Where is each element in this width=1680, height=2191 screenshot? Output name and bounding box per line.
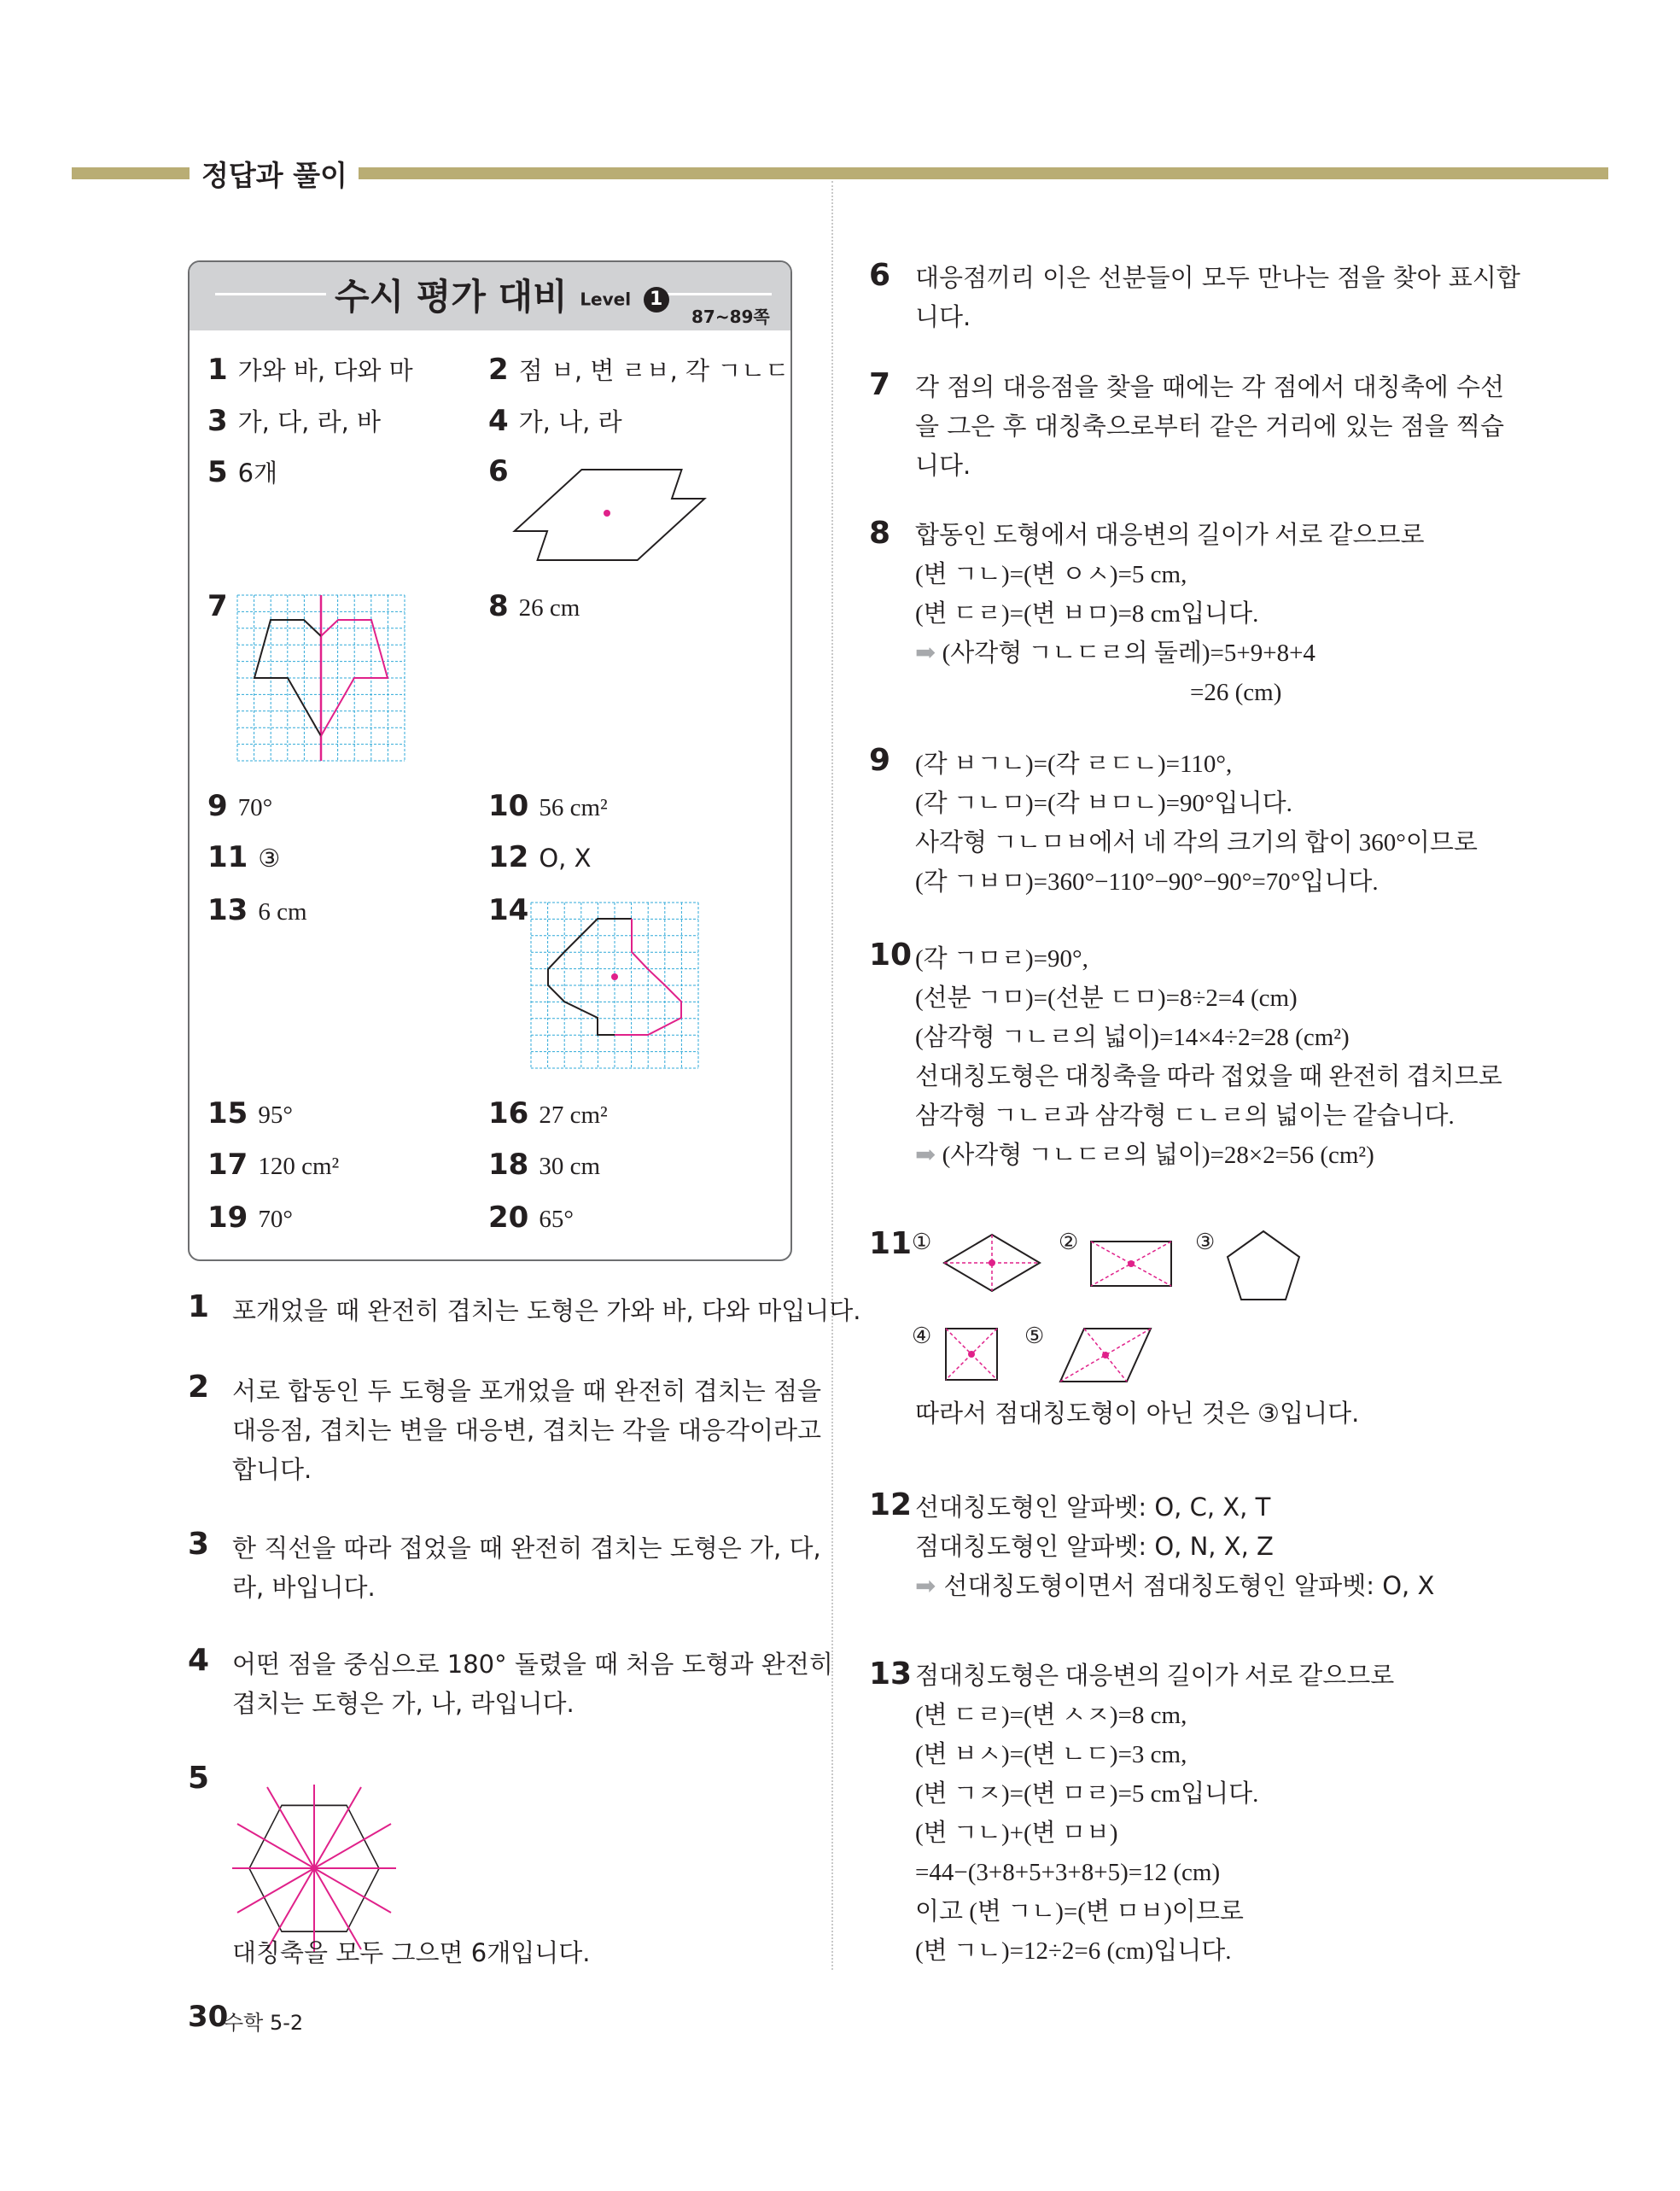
header-bar-right — [359, 167, 1608, 179]
solution-7-text: 각 점의 대응점을 찾을 때에는 각 점에서 대칭축에 수선 을 그은 후 대칭축으로부터 같은 거리에 있는 점을 찍습 니다. — [915, 372, 1505, 480]
arrow-icon: ➡ — [915, 1571, 936, 1600]
answer-20: 20 65° — [488, 1201, 574, 1235]
solution-12-number: 12 — [869, 1487, 913, 1522]
solution-11-caption: 따라서 점대칭도형이 아닌 것은 ③입니다. — [915, 1399, 1360, 1428]
answer-16: 16 27 cm² — [488, 1096, 608, 1131]
answer-1: 1 가와 바, 다와 마 — [207, 353, 413, 387]
solution-1-text: 포개었을 때 완전히 겹치는 도형은 가와 바, 다와 마입니다. — [232, 1296, 861, 1325]
center-point — [611, 973, 618, 980]
hexagon-axes-figure — [229, 1785, 400, 1952]
arrow-icon: ➡ — [915, 640, 936, 667]
header-bar-left — [72, 167, 190, 179]
solution-6-number: 6 — [869, 258, 891, 293]
solution-2-number: 2 — [188, 1370, 210, 1405]
answer-9: 9 70° — [207, 789, 273, 823]
answer-8: 8 26 cm — [488, 589, 580, 623]
solution-8-number: 8 — [869, 516, 891, 551]
drawn-half — [321, 620, 388, 736]
solution-3-number: 3 — [188, 1527, 210, 1562]
answer-14: 14 — [488, 893, 529, 927]
solution-4-text: 어떤 점을 중심으로 180° 돌렸을 때 처음 도형과 완전히 겹치는 도형은 가, 나, 라입니다. — [232, 1650, 833, 1718]
solution-3-text: 한 직선을 따라 접었을 때 완전히 겹치는 도형은 가, 다, 라, 바입니다. — [232, 1534, 821, 1602]
choice-1-mark: ① — [912, 1230, 932, 1254]
answer-3: 3 가, 다, 라, 바 — [207, 404, 382, 438]
page-header-title: 정답과 풀이 — [201, 159, 347, 192]
solution-4-number: 4 — [188, 1643, 210, 1678]
center-point — [604, 510, 610, 517]
level-number: 1 — [644, 287, 669, 313]
level-label: Level — [580, 289, 632, 310]
choice-2-rectangle — [1089, 1240, 1173, 1288]
choice-2-mark: ② — [1059, 1230, 1079, 1254]
solution-9-number: 9 — [869, 743, 891, 778]
choice-3-mark: ③ — [1195, 1230, 1216, 1254]
solution-2-text: 서로 합동인 두 도형을 포개었을 때 완전히 겹치는 점을 대응점, 겹치는 변을 대응변, 겹치는 각을 대응각이라고 합니다. — [232, 1376, 822, 1484]
answer-2: 2 점 ㅂ, 변 ㄹㅂ, 각 ㄱㄴㄷ — [488, 353, 790, 387]
answer-10: 10 56 cm² — [488, 789, 608, 823]
given-half — [548, 919, 632, 1035]
answer-12: 12 O, X — [488, 840, 592, 874]
arrow-icon: ➡ — [915, 1142, 936, 1169]
answer-6-figure — [512, 461, 709, 572]
answer-7-figure — [237, 595, 405, 761]
solution-12-text: 선대칭도형인 알파벳: O, C, X, T 점대칭도형인 알파벳: O, N, X, Z ➡ 선대칭도형이면서 점대칭도형인 알파벳: O, X — [915, 1493, 1435, 1600]
solution-7-number: 7 — [869, 367, 891, 402]
choice-4-mark: ④ — [912, 1323, 932, 1348]
solution-9-text: (각 ㅂㄱㄴ)=(각 ㄹㄷㄴ)=110°, (각 ㄱㄴㅁ)=(각 ㅂㅁㄴ)=90°입니다. 사각형 ㄱㄴㅁㅂ에서 네 각의 크기의 합이 360°이므로 (각 ㄱㅂㅁ)=360°−110°−90°−90°=70°입니다. — [915, 751, 1478, 896]
choice-4-square — [944, 1327, 999, 1382]
solution-13-number: 13 — [869, 1656, 913, 1691]
choice-5-mark: ⑤ — [1024, 1323, 1045, 1348]
answer-18: 18 30 cm — [488, 1148, 601, 1182]
solution-11-number: 11 — [869, 1226, 913, 1261]
answer-7: 7 — [207, 589, 228, 623]
answer-4: 4 가, 나, 라 — [488, 404, 622, 438]
choice-3-pentagon — [1226, 1230, 1301, 1301]
answer-14-figure — [531, 903, 698, 1068]
answer-5: 5 6개 — [207, 455, 278, 489]
grid — [531, 903, 698, 1068]
page-range: 87~89쪽 — [691, 307, 770, 327]
choice-1-rhombus — [942, 1233, 1041, 1293]
solution-10-text: (각 ㄱㅁㄹ)=90°, (선분 ㄱㅁ)=(선분 ㄷㅁ)=8÷2=4 (cm) (삼각형 ㄱㄴㄹ의 넓이)=14×4÷2=28 (cm²) 선대칭도형은 대칭축을 따라 접었을 때 완전히 겹치므로 삼각형 ㄱㄴㄹ과 삼각형 ㄷㄴㄹ의 넓이는 같습니다. ➡ (사각형 ㄱㄴㄷㄹ의 넓이)=28×2=56 (cm²) — [915, 945, 1502, 1169]
symmetry-axes — [232, 1785, 396, 1952]
answer-box-header — [190, 262, 790, 330]
answer-box-title: 수시 평가 대비 Level 1 — [335, 269, 669, 320]
solution-13-text: 점대칭도형은 대응변의 길이가 서로 같으므로 (변 ㄷㄹ)=(변 ㅅㅈ)=8 cm, (변 ㅂㅅ)=(변 ㄴㄷ)=3 cm, (변 ㄱㅈ)=(변 ㅁㄹ)=5 cm입니다. (변 ㄱㄴ)+(변 ㅁㅂ) =44−(3+8+5+3+8+5)=12 (cm) 이고 (변 ㄱㄴ)=(변 ㅁㅂ)이므로 (변 ㄱㄴ)=12÷2=6 (cm)입니다. — [915, 1662, 1395, 1965]
solution-5-number: 5 — [188, 1761, 210, 1796]
solution-5-caption: 대칭축을 모두 그으면 6개입니다. — [232, 1938, 591, 1967]
solution-1-number: 1 — [188, 1289, 210, 1324]
solution-6-text: 대응점끼리 이은 선분들이 모두 만나는 점을 찾아 표시합 니다. — [915, 263, 1520, 331]
answer-19: 19 70° — [207, 1201, 293, 1235]
answer-15: 15 95° — [207, 1096, 293, 1131]
choice-5-parallelogram — [1059, 1327, 1152, 1383]
solution-10-number: 10 — [869, 938, 913, 973]
answer-11: 11 ③ — [207, 840, 281, 874]
page-number: 30 — [188, 2000, 229, 2034]
answer-13: 13 6 cm — [207, 893, 307, 927]
answer-6: 6 — [488, 454, 509, 488]
answer-17: 17 120 cm² — [207, 1148, 340, 1182]
book-title: 수학 5-2 — [224, 2011, 304, 2035]
solution-8-text: 합동인 도형에서 대응변의 길이가 서로 같으므로 (변 ㄱㄴ)=(변 ㅇㅅ)=5 cm, (변 ㄷㄹ)=(변 ㅂㅁ)=8 cm입니다. ➡ (사각형 ㄱㄴㄷㄹ의 둘레)=5+9+8+4 =26 (cm) — [915, 522, 1425, 706]
